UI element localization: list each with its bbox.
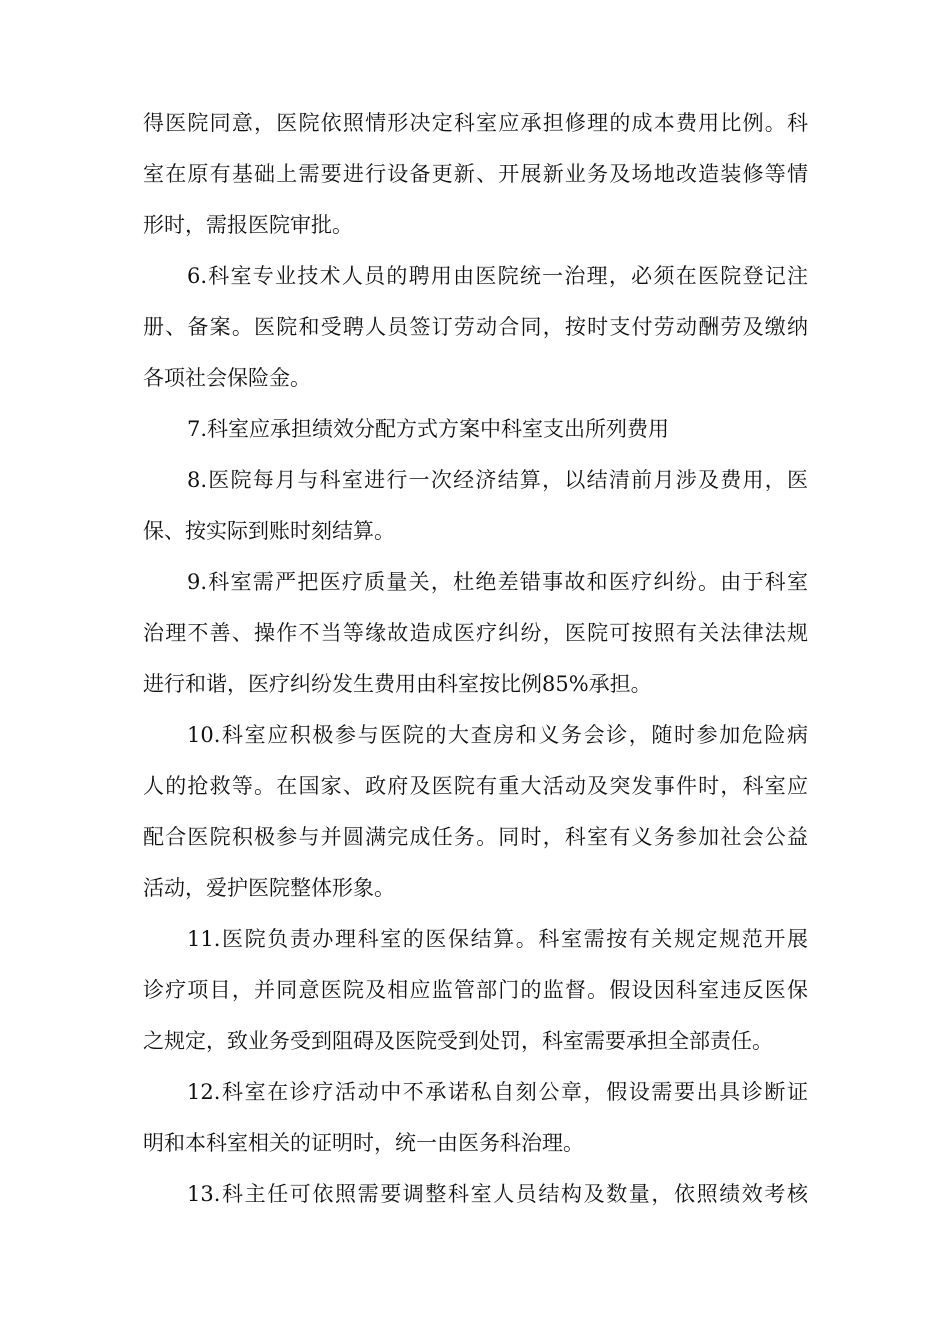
text-line: 12.科室在诊疗活动中不承诺私自刻公章，假设需要出具诊断证 [187, 1080, 808, 1104]
paragraph-item-8 [143, 455, 808, 557]
text-line: 11.医院负责办理科室的医保结算。科室需按有关规定规范开展 [187, 927, 808, 951]
text-line: 治理不善、操作不当等缘故造成医疗纠纷，医院可按照有关法律法规 [143, 621, 808, 645]
text-line: 各项社会保险金。 [143, 366, 311, 390]
text-line: 进行和谐，医疗纠纷发生费用由科室按比例85%承担。 [143, 672, 652, 696]
text-line: 之规定，致业务受到阻碍及医院受到处罚，科室需要承担全部责任。 [143, 1029, 773, 1053]
text-line: 13.科主任可依照需要调整科室人员结构及数量，依照绩效考核 [187, 1182, 808, 1206]
text-line: 6.科室专业技术人员的聘用由医院统一治理，必须在医院登记注 [187, 264, 808, 288]
text-line: 诊疗项目，并同意医院及相应监管部门的监督。假设因科室违反医保 [143, 978, 808, 1002]
text-line: 得医院同意，医院依照情形决定科室应承担修理的成本费用比例。科 [143, 111, 808, 135]
paragraph-item-11 [143, 914, 808, 1067]
paragraph-item-10 [143, 710, 808, 914]
text-line: 活动，爱护医院整体形象。 [143, 876, 395, 900]
text-line: 7.科室应承担绩效分配方式方案中科室支出所列费用 [187, 417, 670, 441]
text-line: 明和本科室相关的证明时，统一由医务科治理。 [143, 1131, 584, 1155]
text-line: 8.医院每月与科室进行一次经济结算，以结清前月涉及费用，医 [187, 468, 808, 492]
paragraph-item-13 [143, 1169, 808, 1220]
paragraph-item-6 [143, 251, 808, 404]
text-line: 人的抢救等。在国家、政府及医院有重大活动及突发事件时，科室应 [143, 774, 808, 798]
paragraph-item-12 [143, 1067, 808, 1169]
text-line: 形时，需报医院审批。 [143, 213, 353, 237]
text-line: 保、按实际到账时刻结算。 [143, 519, 395, 543]
text-line: 室在原有基础上需要进行设备更新、开展新业务及场地改造装修等情 [143, 162, 808, 186]
text-line: 9.科室需严把医疗质量关，杜绝差错事故和医疗纠纷。由于科室 [187, 570, 808, 594]
text-line: 10.科室应积极参与医院的大查房和义务会诊，随时参加危险病 [187, 723, 808, 747]
text-line: 册、备案。医院和受聘人员签订劳动合同，按时支付劳动酬劳及缴纳 [143, 315, 808, 339]
paragraph-item-9 [143, 557, 808, 710]
text-line: 配合医院积极参与并圆满完成任务。同时，科室有义务参加社会公益 [143, 825, 808, 849]
paragraph-continuation [143, 98, 808, 251]
paragraph-item-7 [143, 404, 808, 455]
